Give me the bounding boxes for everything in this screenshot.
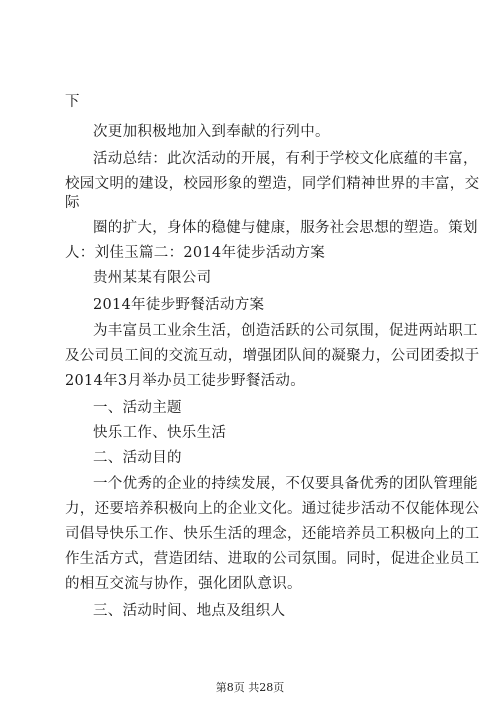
page-number-footer: 第8页 共28页: [215, 681, 285, 694]
section-heading: 三、活动时间、地点及组织人: [93, 603, 286, 619]
text-line: 活动总结：此次活动的开展，有利于学校文化底蕴的丰富，: [93, 151, 478, 167]
text-line: 为丰富员工业余生活，创造活跃的公司氛围，促进两站职工: [93, 323, 478, 339]
text-line: 次更加积极地加入到奉献的行列中。: [93, 124, 330, 140]
text-line: 作生活方式，营造团结、进取的公司氛围。同时，促进企业员工: [65, 551, 480, 567]
text-line: 校园文明的建设，校园形象的塑造，同学们精神世界的丰富，交: [65, 176, 480, 192]
text-line: 人：刘佳玉篇二：2014年徒步活动方案: [65, 245, 326, 261]
text-line: 力，还要培养积极向上的企业文化。通过徒步活动不仅能体现公: [65, 501, 480, 517]
text-line: 司倡导快乐工作、快乐生活的理念，还能培养员工积极向上的工: [65, 526, 480, 542]
text-line: 一个优秀的企业的持续发展，不仅要具备优秀的团队管理能: [93, 476, 478, 492]
document-title: 2014年徒步野餐活动方案: [93, 297, 265, 313]
text-line: 际: [65, 195, 80, 211]
text-line: 及公司员工间的交流互动，增强团队间的凝聚力，公司团委拟于: [65, 348, 480, 364]
text-line: 下: [65, 94, 80, 110]
text-line: 圈的扩大，身体的稳健与健康，服务社会思想的塑造。策划: [93, 220, 478, 236]
section-heading: 二、活动目的: [93, 450, 182, 466]
text-line: 2014年3月举办员工徒步野餐活动。: [65, 373, 306, 389]
text-line: 的相互交流与协作，强化团队意识。: [65, 576, 302, 592]
section-heading: 一、活动主题: [93, 400, 182, 416]
text-line: 快乐工作、快乐生活: [93, 425, 227, 441]
text-line: 贵州某某有限公司: [93, 270, 212, 286]
